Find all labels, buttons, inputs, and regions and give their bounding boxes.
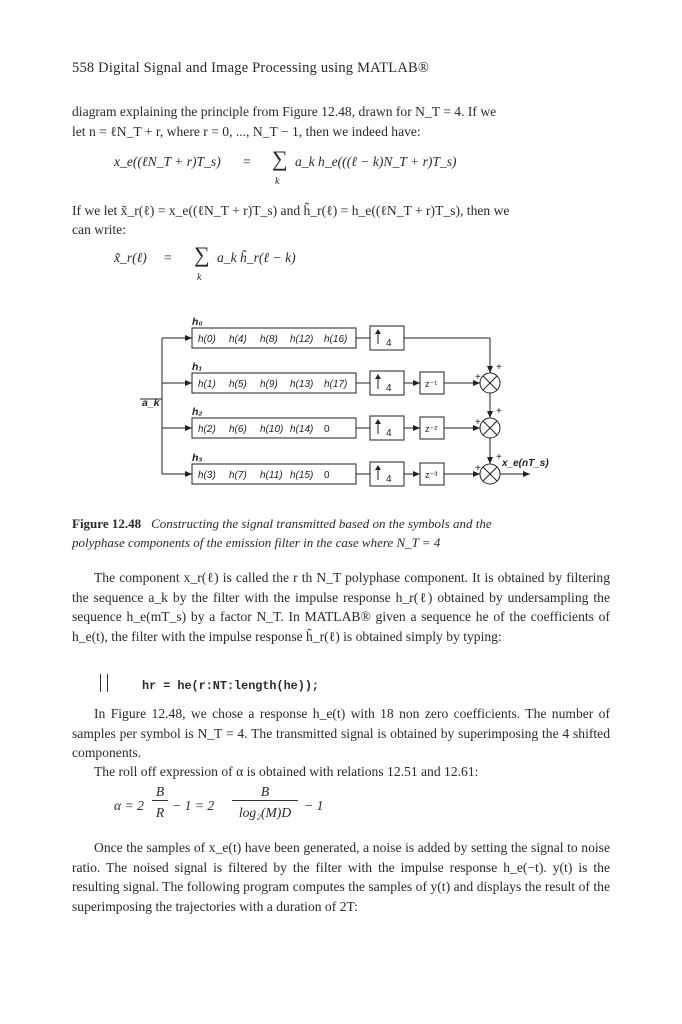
figure-label: Figure 12.48 — [72, 516, 142, 531]
caption-text-line-2: polyphase components of the emission filter in the case where N_T = 4 — [72, 535, 441, 550]
equation-1-rhs: a_k h_e(((ℓ − k)N_T + r)T_s) — [295, 154, 457, 169]
plus-sign-0: + — [496, 362, 502, 373]
coefficient-h0-1: h(4) — [229, 334, 247, 345]
output-label: x_e(nT_s) — [502, 458, 549, 469]
paragraph-5: The roll off expression of α is obtained with relations 12.51 and 12.61: — [94, 764, 479, 779]
equation-3-tail: − 1 — [304, 798, 324, 813]
paragraph-3: The component x_r(ℓ) is called the r th N_T polyphase component. It is obtained by filtering the sequence a_k by the filter with the impulse response h_r(ℓ) obtained by undersampling the sequence h_e(mT_s) by a factor N_T. In MATLAB® given a sequence he of the coefficients of h_e(t), the filter with the impulse response h̃_r(ℓ) is obtained simply by typing: — [72, 570, 610, 644]
coefficient-h2-4: 0 — [324, 424, 330, 435]
coefficient-h3-0: h(3) — [198, 470, 216, 481]
coefficient-h2-1: h(6) — [229, 424, 247, 435]
figure-caption — [72, 514, 610, 552]
branch-label-h2: h₂ — [192, 406, 203, 418]
equation-3-denominator-1: R — [155, 805, 165, 820]
equation-1-lhs: x_e((ℓN_T + r)T_s) — [114, 154, 221, 169]
equation-1-index: k — [275, 176, 280, 187]
coefficient-h2-3: h(14) — [290, 424, 314, 435]
paragraph-4: In Figure 12.48, we chose a response h_e(t) with 18 non zero coefficients. The number of samples per symbol is N_T = 4. The transmitted signal is obtained by superimposing the 4 shifted components. — [72, 706, 610, 760]
equation-3-middle: − 1 = 2 — [172, 798, 215, 813]
coefficient-h1-4: h(17) — [324, 379, 348, 390]
coefficient-h1-3: h(13) — [290, 379, 314, 390]
paragraph-2-line-1: If we let x̃_r(ℓ) = x_e((ℓN_T + r)T_s) and h̃_r(ℓ) = h_e((ℓN_T + r)T_s), then we — [72, 203, 510, 218]
equation-3-denominator-2: log₂(M)D — [238, 805, 292, 820]
coefficient-h3-1: h(7) — [229, 470, 247, 481]
equation-2-equals: = — [164, 250, 172, 265]
equation-3-numerator-1: B — [152, 784, 168, 801]
code-marker — [100, 674, 108, 692]
branch-label-h1: h₁ — [192, 361, 203, 373]
coefficient-h3-3: h(15) — [290, 470, 314, 481]
coefficient-h1-1: h(5) — [229, 379, 247, 390]
coefficient-h0-3: h(12) — [290, 334, 314, 345]
coefficient-h2-2: h(10) — [260, 424, 284, 435]
polyphase-diagram — [130, 308, 550, 498]
upsample-factor-h0: 4 — [386, 338, 392, 349]
coefficient-h0-2: h(8) — [260, 334, 278, 345]
coefficient-h3-2: h(11) — [260, 470, 283, 481]
coefficient-h0-4: h(16) — [324, 334, 348, 345]
plus-sign-5: + — [475, 463, 481, 474]
coefficient-h3-4: 0 — [324, 470, 330, 481]
coefficient-h1-0: h(1) — [198, 379, 216, 390]
plus-sign-4: + — [496, 452, 502, 463]
plus-sign-3: + — [475, 417, 481, 428]
plus-sign-1: + — [475, 372, 481, 383]
coefficient-h2-0: h(2) — [198, 424, 216, 435]
running-header: 558 Digital Signal and Image Processing using MATLAB® — [72, 60, 430, 76]
equation-1-sum: ∑ — [272, 146, 288, 171]
branch-label-h3: h₃ — [192, 452, 203, 464]
upsample-factor-h3: 4 — [386, 474, 392, 485]
code-line: hr = he(r:NT:length(he)); — [142, 679, 319, 693]
paragraph-2-line-2: can write: — [72, 222, 126, 237]
plus-sign-2: + — [496, 406, 502, 417]
upsample-factor-h1: 4 — [386, 383, 392, 394]
equation-2-sum: ∑ — [194, 242, 210, 267]
delay-label-h2: z⁻² — [425, 424, 438, 434]
branch-label-h0: h₀ — [192, 316, 203, 328]
equation-2-lhs: x̃_r(ℓ) — [114, 250, 147, 265]
delay-label-h1: z⁻¹ — [425, 379, 438, 389]
paragraph-1-line-1: diagram explaining the principle from Figure 12.48, drawn for N_T = 4. If we — [72, 104, 497, 119]
input-label-ak: a_k — [142, 397, 160, 409]
caption-text: Constructing the signal transmitted based on the symbols and the — [151, 516, 492, 531]
equation-2-index: k — [197, 272, 202, 283]
equation-1-equals: = — [243, 154, 251, 169]
equation-2-rhs: a_k h̃_r(ℓ − k) — [217, 250, 296, 265]
equation-3-lhs: α = 2 — [114, 798, 144, 813]
paragraph-6: Once the samples of x_e(t) have been generated, a noise is added by setting the signal to noise ratio. The noised signal is filtered by the filter with the impulse response h_e(−t). y(t) is the resulting signal. The following program computes the samples of y(t) and displays the result of the superimposing the trajectories with a duration of 2T: — [72, 840, 610, 914]
paragraph-1-line-2: let n = ℓN_T + r, where r = 0, ..., N_T − 1, then we indeed have: — [72, 124, 421, 139]
equation-3-numerator-2: B — [232, 784, 298, 801]
delay-label-h3: z⁻³ — [425, 470, 438, 480]
upsample-factor-h2: 4 — [386, 428, 392, 439]
coefficient-h1-2: h(9) — [260, 379, 278, 390]
coefficient-h0-0: h(0) — [198, 334, 216, 345]
